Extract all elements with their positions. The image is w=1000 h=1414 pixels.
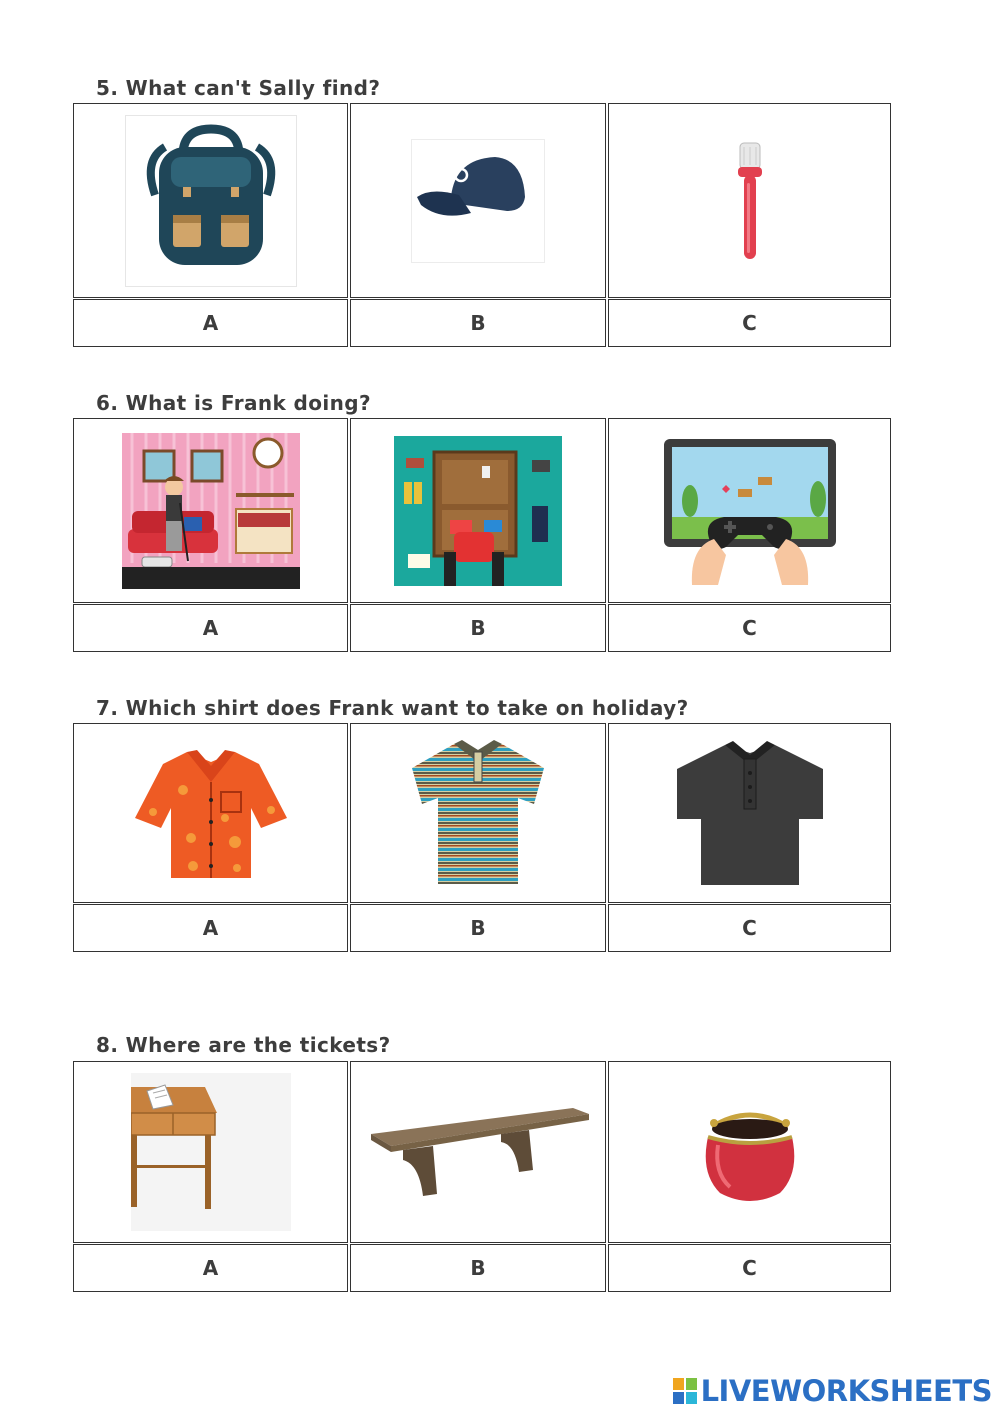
option-6a-label-box[interactable] [73, 604, 348, 652]
question-6-title: 6. What is Frank doing? [96, 391, 372, 415]
option-label: C [742, 916, 757, 940]
option-5c-label-box[interactable] [608, 299, 891, 347]
question-5-title: 5. What can't Sally find? [96, 76, 381, 100]
liveworksheets-logo[interactable] [673, 1374, 992, 1408]
option-6a-image[interactable] [73, 418, 348, 603]
option-label: C [742, 1256, 757, 1280]
backpack-icon [125, 115, 297, 287]
option-label: B [470, 1256, 486, 1280]
option-5a-label-box[interactable] [73, 299, 348, 347]
desk-icon [131, 1073, 291, 1231]
option-8b-image[interactable] [350, 1061, 606, 1243]
packing-suitcase-icon [394, 436, 562, 586]
option-label: A [202, 916, 219, 940]
cap-icon [411, 139, 545, 263]
option-5b-image[interactable] [350, 103, 606, 298]
option-8b-label-box[interactable] [350, 1244, 606, 1292]
option-label: A [202, 311, 219, 335]
option-label: A [202, 616, 219, 640]
option-label: C [742, 311, 757, 335]
question-7-title: 7. Which shirt does Frank want to take on holiday? [96, 696, 689, 720]
option-label: B [470, 616, 486, 640]
option-5c-image[interactable] [608, 103, 891, 298]
option-8c-image[interactable] [608, 1061, 891, 1243]
option-label: B [470, 311, 486, 335]
vacuuming-scene-icon [122, 433, 300, 589]
black-polo-shirt-icon [673, 739, 827, 887]
option-8a-label-box[interactable] [73, 1244, 348, 1292]
option-8c-label-box[interactable] [608, 1244, 891, 1292]
option-8a-image[interactable] [73, 1061, 348, 1243]
option-label: C [742, 616, 757, 640]
brand-name: LIVEWORKSHEETS [700, 1374, 992, 1408]
video-game-icon [662, 437, 838, 585]
liveworksheets-logo-icon [673, 1378, 697, 1404]
option-7c-label-box[interactable] [608, 904, 891, 952]
option-5a-image[interactable] [73, 103, 348, 298]
option-6b-image[interactable] [350, 418, 606, 603]
question-8-title: 8. Where are the tickets? [96, 1033, 391, 1057]
striped-polo-shirt-icon [404, 738, 552, 888]
toothbrush-icon [728, 139, 772, 263]
option-6c-image[interactable] [608, 418, 891, 603]
option-label: A [202, 1256, 219, 1280]
option-6b-label-box[interactable] [350, 604, 606, 652]
option-7a-image[interactable] [73, 723, 348, 903]
option-label: B [470, 916, 486, 940]
option-5b-label-box[interactable] [350, 299, 606, 347]
option-7b-label-box[interactable] [350, 904, 606, 952]
option-7c-image[interactable] [608, 723, 891, 903]
option-6c-label-box[interactable] [608, 604, 891, 652]
option-7a-label-box[interactable] [73, 904, 348, 952]
hawaiian-shirt-icon [133, 746, 289, 880]
option-7b-image[interactable] [350, 723, 606, 903]
shelf-icon [363, 1104, 593, 1200]
purse-icon [694, 1097, 806, 1207]
